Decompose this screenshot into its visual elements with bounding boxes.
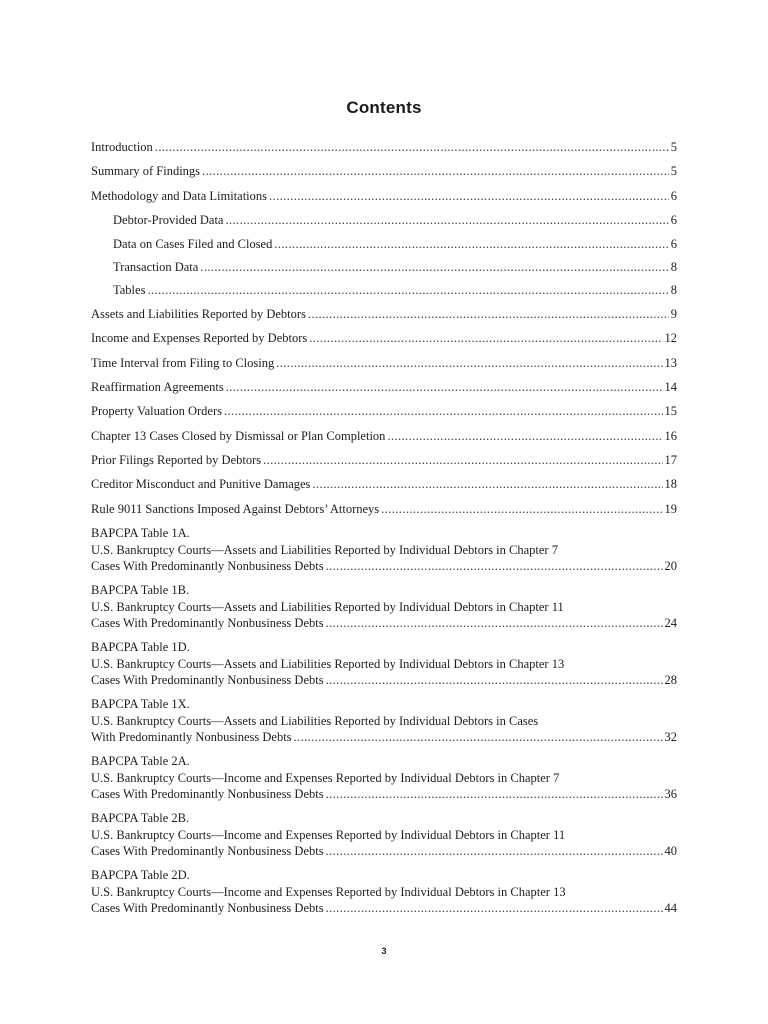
toc-entry-label: Data on Cases Filed and Closed: [113, 236, 273, 251]
toc-entry-label: Rule 9011 Sanctions Imposed Against Debtors’ Attorneys: [91, 501, 380, 516]
toc-entry-label: Creditor Misconduct and Punitive Damages: [91, 477, 311, 492]
toc-entry[interactable]: [91, 615, 677, 632]
toc-entry[interactable]: [91, 306, 677, 323]
toc-entry[interactable]: [91, 900, 677, 917]
toc-entry-page: 17: [664, 453, 677, 468]
toc-entry[interactable]: [91, 558, 677, 575]
toc-entry[interactable]: [91, 403, 677, 420]
toc-entry-page: 44: [664, 901, 677, 916]
toc-entry-page: 14: [664, 379, 677, 394]
toc-entry[interactable]: [91, 212, 677, 229]
table-heading: BAPCPA Table 2A.: [91, 754, 190, 769]
dot-leader: [225, 212, 668, 229]
toc-entry-label: Cases With Predominantly Nonbusiness Debts: [91, 559, 324, 574]
toc-entry-label: Property Valuation Orders: [91, 404, 222, 419]
dot-leader: [202, 163, 669, 180]
toc-table-entry[interactable]: [91, 867, 677, 917]
table-heading: BAPCPA Table 2D.: [91, 868, 190, 883]
toc-entry-label: Prior Filings Reported by Debtors: [91, 453, 262, 468]
toc-entry-label: Introduction: [91, 140, 153, 154]
dot-leader: [381, 501, 662, 518]
toc-table-entry[interactable]: [91, 582, 677, 632]
toc-entry[interactable]: [91, 236, 677, 253]
toc-entry[interactable]: [91, 452, 677, 469]
toc-entry-page: 6: [670, 236, 677, 251]
toc-entry-page: 9: [670, 306, 677, 321]
toc-entry-label: Cases With Predominantly Nonbusiness Debts: [91, 787, 324, 802]
toc-entry[interactable]: [91, 843, 677, 860]
toc-entry-page: 20: [664, 559, 677, 574]
dot-leader: [224, 403, 663, 420]
table-description: U.S. Bankruptcy Courts—Assets and Liabilities Reported by Individual Debtors in Chapter 7: [91, 542, 558, 557]
toc-entry[interactable]: [91, 163, 677, 180]
dot-leader: [147, 282, 668, 299]
toc-entry-label: Time Interval from Filing to Closing: [91, 355, 275, 370]
toc-entry-page: 6: [670, 213, 677, 228]
toc-entry-label: Transaction Data: [113, 259, 199, 274]
toc-entry[interactable]: [91, 786, 677, 803]
toc-entry-page: 15: [664, 404, 677, 419]
dot-leader: [326, 672, 663, 689]
toc-entry-label: Income and Expenses Reported by Debtors: [91, 331, 308, 346]
toc-entry-page: 36: [664, 787, 677, 802]
toc-entry[interactable]: [91, 355, 677, 372]
toc-entry[interactable]: [91, 259, 677, 276]
dot-leader: [326, 786, 663, 803]
toc-table-entry[interactable]: [91, 753, 677, 803]
page-title: Contents: [346, 98, 422, 117]
dot-leader: [387, 428, 662, 445]
table-heading: BAPCPA Table 1D.: [91, 640, 190, 655]
toc-entry-page: 24: [664, 616, 677, 631]
dot-leader: [308, 306, 669, 323]
toc-entry-page: 16: [664, 428, 677, 443]
toc-entry[interactable]: [91, 476, 677, 493]
dot-leader: [312, 476, 662, 493]
toc-entry[interactable]: [91, 672, 677, 689]
table-heading: BAPCPA Table 1B.: [91, 583, 190, 598]
toc-entry-label: Chapter 13 Cases Closed by Dismissal or Plan Completion: [91, 428, 386, 443]
toc-entry-page: 6: [670, 188, 677, 203]
page-number: 3: [381, 946, 387, 956]
toc-entry-label: With Predominantly Nonbusiness Debts: [91, 730, 292, 745]
table-description: U.S. Bankruptcy Courts—Income and Expenses Reported by Individual Debtors in Chapter 13: [91, 884, 566, 899]
toc-entry-label: Cases With Predominantly Nonbusiness Debts: [91, 673, 324, 688]
dot-leader: [263, 452, 662, 469]
toc-entry[interactable]: [91, 379, 677, 396]
toc-entry-label: Summary of Findings: [91, 164, 201, 179]
dot-leader: [226, 379, 663, 396]
toc-table-entry[interactable]: [91, 696, 677, 746]
dot-leader: [274, 236, 668, 253]
toc-entry-label: Tables: [113, 283, 146, 298]
toc-entry-page: 12: [664, 331, 677, 346]
toc-entry-page: 32: [664, 730, 677, 745]
toc-entry[interactable]: [91, 501, 677, 518]
toc-entry-label: Cases With Predominantly Nonbusiness Debts: [91, 901, 324, 916]
toc-entry-page: 5: [670, 164, 677, 179]
toc-entry-label: Assets and Liabilities Reported by Debtors: [91, 306, 306, 321]
toc-entries: [91, 139, 677, 517]
toc-entry-page: 40: [664, 844, 677, 859]
dot-leader: [326, 843, 663, 860]
toc-table-entry[interactable]: [91, 525, 677, 575]
table-description: U.S. Bankruptcy Courts—Assets and Liabilities Reported by Individual Debtors in Chapter 11: [91, 599, 564, 614]
dot-leader: [326, 900, 663, 917]
toc-entry[interactable]: [91, 330, 677, 347]
toc-table-entries: [91, 525, 677, 917]
dot-leader: [309, 330, 662, 347]
table-heading: BAPCPA Table 2B.: [91, 811, 190, 826]
toc-entry-page: 5: [670, 140, 677, 154]
table-description: U.S. Bankruptcy Courts—Assets and Liabilities Reported by Individual Debtors in Chapter 13: [91, 656, 565, 671]
toc-entry[interactable]: [91, 729, 677, 746]
dot-leader: [269, 188, 669, 205]
table-heading: BAPCPA Table 1X.: [91, 697, 190, 712]
toc-entry-label: Methodology and Data Limitations: [91, 188, 268, 203]
dot-leader: [200, 259, 668, 276]
table-heading: BAPCPA Table 1A.: [91, 526, 190, 541]
table-description: U.S. Bankruptcy Courts—Income and Expenses Reported by Individual Debtors in Chapter 11: [91, 827, 566, 842]
toc-entry-page: 13: [664, 355, 677, 370]
toc-entry-label: Cases With Predominantly Nonbusiness Debts: [91, 844, 324, 859]
toc-table-entry[interactable]: [91, 810, 677, 860]
toc-entry-label: Cases With Predominantly Nonbusiness Debts: [91, 616, 324, 631]
dot-leader: [326, 558, 663, 575]
toc-entry-label: Debtor-Provided Data: [113, 213, 224, 228]
toc-entry-page: 28: [664, 673, 677, 688]
toc-entry-page: 8: [670, 259, 677, 274]
dot-leader: [155, 139, 669, 156]
table-description: U.S. Bankruptcy Courts—Assets and Liabilities Reported by Individual Debtors in Cases: [91, 713, 539, 728]
toc-entry[interactable]: [91, 428, 677, 445]
toc-entry-label: Reaffirmation Agreements: [91, 379, 224, 394]
dot-leader: [294, 729, 663, 746]
toc-entry[interactable]: [91, 188, 677, 205]
toc-entry[interactable]: [91, 139, 677, 156]
toc-entry[interactable]: [91, 282, 677, 299]
toc-table-entry[interactable]: [91, 639, 677, 689]
dot-leader: [326, 615, 663, 632]
toc-entry-page: 18: [664, 477, 677, 492]
table-of-contents: [91, 139, 677, 924]
toc-entry-page: 8: [670, 283, 677, 298]
toc-entry-page: 19: [664, 501, 677, 516]
dot-leader: [276, 355, 662, 372]
table-description: U.S. Bankruptcy Courts—Income and Expenses Reported by Individual Debtors in Chapter 7: [91, 770, 560, 785]
